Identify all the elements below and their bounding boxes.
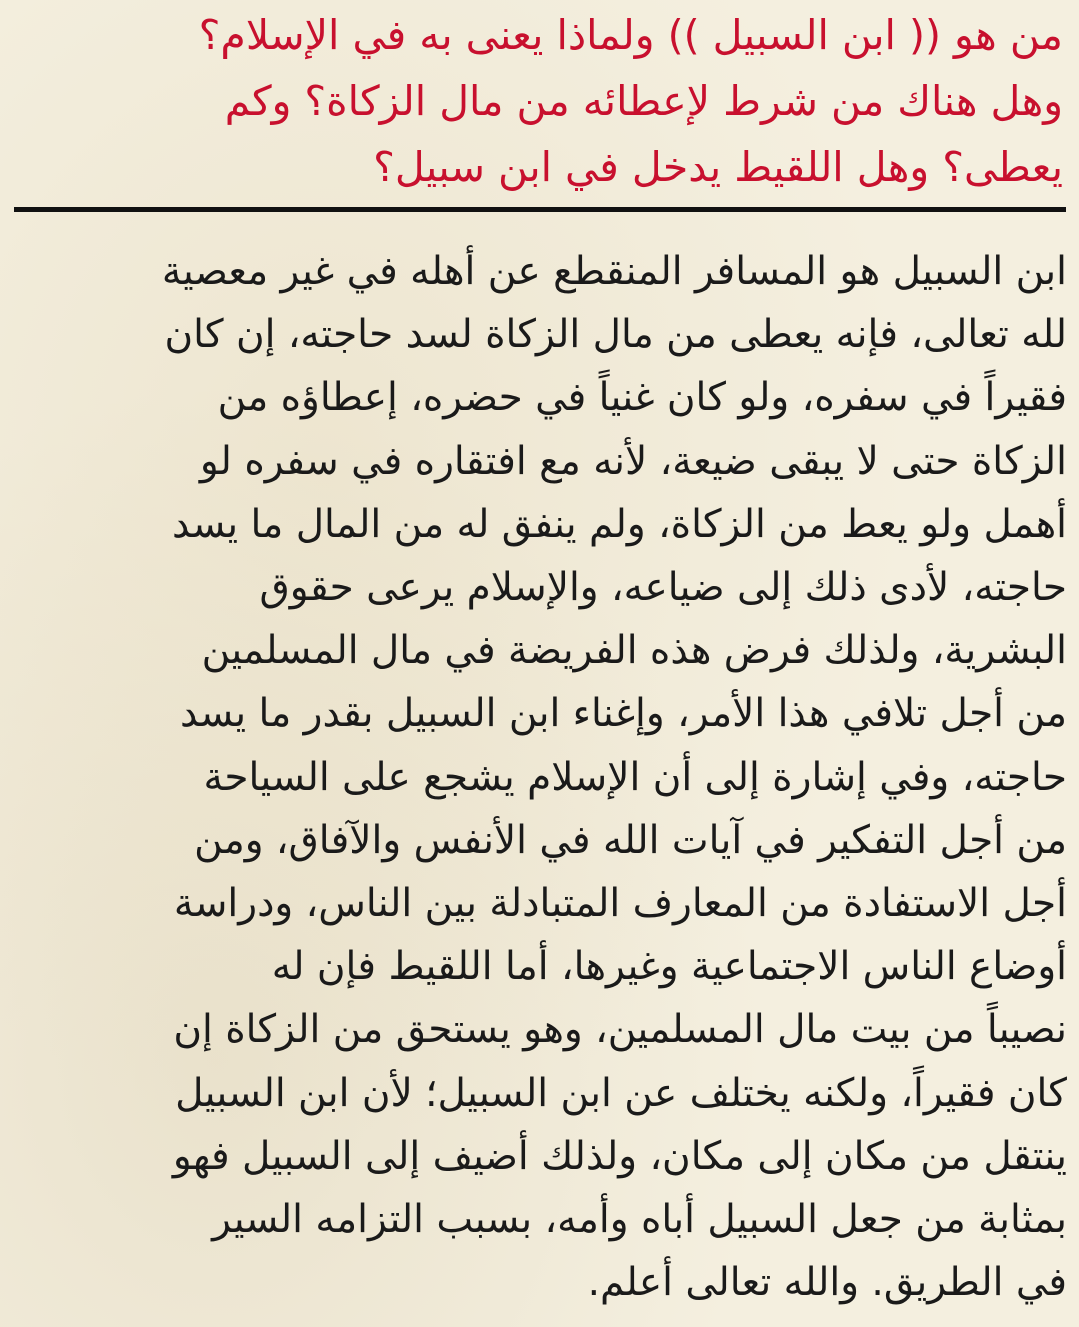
answer-line: لله تعالى، فإنه يعطى من مال الزكاة لسد حاجته، إن كان [164, 312, 1067, 358]
answer-line: بمثابة من جعل السبيل أباه وأمه، بسبب التزامه السير [212, 1197, 1067, 1243]
answer-line: من أجل التفكير في آيات الله في الأنفس والآفاق، ومن [194, 817, 1067, 863]
answer-line: من أجل تلافي هذا الأمر، وإغناء ابن السبيل بقدر ما يسد [179, 691, 1067, 737]
question-line: يعطى؟ وهل اللقيط يدخل في ابن سبيل؟ [373, 143, 1063, 191]
answer-line: كان فقيراً، ولكنه يختلف عن ابن السبيل؛ لأن ابن السبيل [175, 1070, 1067, 1116]
answer-text [17, 240, 1067, 1314]
question-text [13, 2, 1063, 200]
answer-line: البشرية، ولذلك فرض هذه الفريضة في مال المسلمين [201, 628, 1067, 674]
question-line: من هو (( ابن السبيل )) ولماذا يعنى به في الإسلام؟ [198, 11, 1063, 59]
answer-line: حاجته، لأدى ذلك إلى ضياعه، والإسلام يرعى حقوق [259, 565, 1067, 611]
answer-line: ابن السبيل هو المسافر المنقطع عن أهله في غير معصية [161, 249, 1067, 294]
question-line: وهل هناك من شرط لإعطائه من مال الزكاة؟ وكم [224, 77, 1063, 125]
answer-line: فقيراً في سفره، ولو كان غنياً في حضره، إعطاؤه من [217, 375, 1067, 421]
answer-line: حاجته، وفي إشارة إلى أن الإسلام يشجع على السياحة [203, 754, 1067, 800]
answer-line: نصيباً من بيت مال المسلمين، وهو يستحق من الزكاة إن [173, 1007, 1067, 1053]
answer-line: أهمل ولو يعط من الزكاة، ولم ينفق له من المال ما يسد [172, 501, 1067, 547]
answer-line: الزكاة حتى لا يبقى ضيعة، لأنه مع افتقاره في سفره لو [199, 438, 1067, 484]
answer-line: أوضاع الناس الاجتماعية وغيرها، أما اللقيط فإن له [271, 944, 1067, 990]
answer-line: في الطريق. والله تعالى أعلم. [587, 1260, 1067, 1306]
answer-line: ينتقل من مكان إلى مكان، ولذلك أضيف إلى السبيل فهو [172, 1133, 1067, 1179]
divider-rule [14, 207, 1066, 212]
answer-line: أجل الاستفادة من المعارف المتبادلة بين الناس، ودراسة [173, 881, 1067, 927]
